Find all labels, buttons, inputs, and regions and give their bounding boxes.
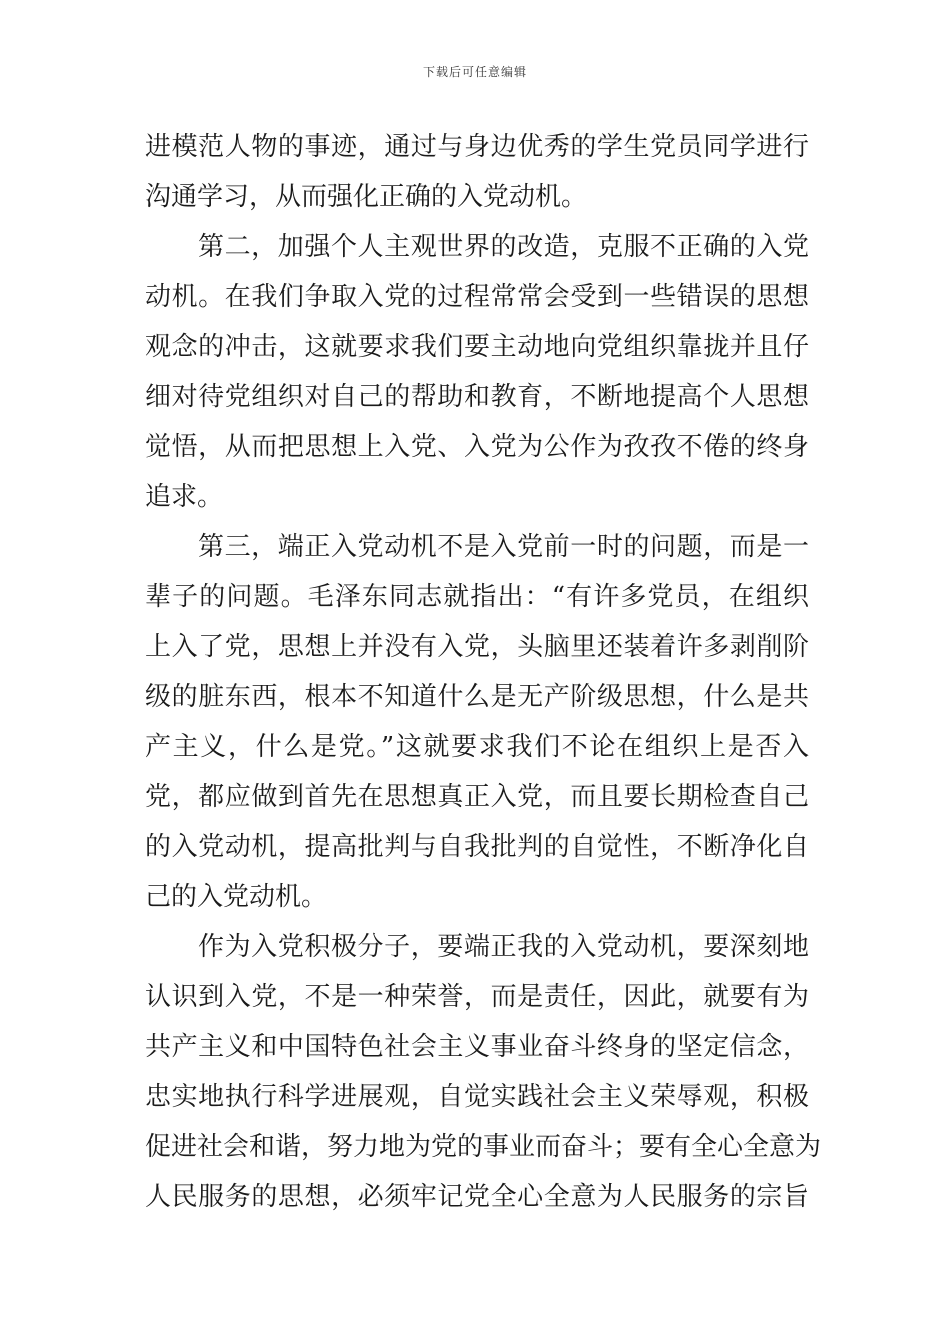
text-line: 追求。 bbox=[145, 482, 224, 512]
text-line: 认识到入党，不是一种荣誉，而是责任，因此，就要有为 bbox=[145, 982, 809, 1012]
text-line: 产主义，什么是党。”这就要求我们不论在组织上是否入 bbox=[145, 732, 809, 762]
text-line: 进模范人物的事迹，通过与身边优秀的学生党员同学进行 bbox=[145, 132, 809, 162]
text-line: 第三，端正入党动机不是入党前一时的问题，而是一 bbox=[198, 532, 809, 562]
paragraph-3 bbox=[145, 522, 809, 922]
paragraph-2 bbox=[145, 222, 809, 522]
text-line: 辈子的问题。毛泽东同志就指出：“有许多党员，在组织 bbox=[145, 582, 809, 612]
text-line: 忠实地执行科学进展观，自觉实践社会主义荣辱观，积极 bbox=[145, 1082, 809, 1112]
text-line: 上入了党，思想上并没有入党，头脑里还装着许多剥削阶 bbox=[145, 632, 809, 662]
paragraph-1 bbox=[145, 122, 809, 222]
text-line: 级的脏东西，根本不知道什么是无产阶级思想，什么是共 bbox=[145, 682, 809, 712]
document-body bbox=[145, 122, 822, 1222]
text-line: 共产主义和中国特色社会主义事业奋斗终身的坚定信念， bbox=[145, 1032, 809, 1062]
text-line: 动机。在我们争取入党的过程常常会受到一些错误的思想 bbox=[145, 282, 809, 312]
text-line: 第二，加强个人主观世界的改造，克服不正确的入党 bbox=[198, 232, 809, 262]
text-line: 作为入党积极分子，要端正我的入党动机，要深刻地 bbox=[198, 932, 809, 962]
text-line: 己的入党动机。 bbox=[145, 882, 328, 912]
page-header: 下载后可任意编辑 bbox=[422, 65, 527, 79]
text-line: 观念的冲击，这就要求我们要主动地向党组织靠拢并且仔 bbox=[145, 332, 809, 362]
text-line: 促进社会和谐，努力地为党的事业而奋斗；要有全心全意为 bbox=[145, 1132, 822, 1162]
text-line: 党，都应做到首先在思想真正入党，而且要长期检查自己 bbox=[145, 782, 809, 812]
text-line: 沟通学习，从而强化正确的入党动机。 bbox=[145, 182, 588, 212]
text-line: 的入党动机，提高批判与自我批判的自觉性，不断净化自 bbox=[145, 832, 809, 862]
paragraph-4 bbox=[145, 922, 822, 1222]
text-line: 细对待党组织对自己的帮助和教育，不断地提高个人思想 bbox=[145, 382, 809, 412]
text-line: 人民服务的思想，必须牢记党全心全意为人民服务的宗旨 bbox=[145, 1182, 809, 1212]
text-line: 觉悟，从而把思想上入党、入党为公作为孜孜不倦的终身 bbox=[145, 432, 809, 462]
